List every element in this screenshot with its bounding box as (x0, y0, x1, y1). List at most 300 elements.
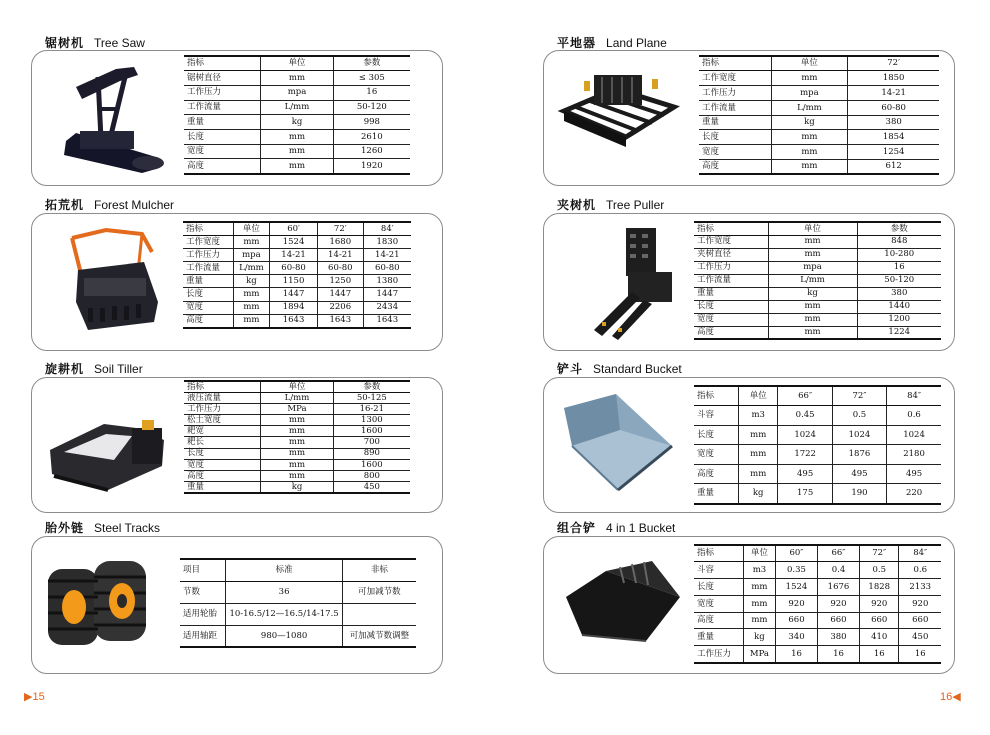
table-cell: mm (743, 612, 775, 629)
page-number-left-value: 15 (32, 691, 45, 703)
title-cn: 锯树机 (45, 36, 85, 50)
spec-table-forest-mulcher (183, 221, 411, 329)
table-cell: mm (261, 437, 333, 448)
table-header-cell: 项目 (180, 559, 226, 581)
table-cell: 16 (857, 261, 941, 274)
table-cell: 380 (857, 287, 941, 300)
spec-table-tree-puller (694, 221, 941, 340)
table-cell: mpa (261, 85, 333, 100)
table-cell: mm (743, 595, 775, 612)
table-cell: 宽度 (184, 459, 261, 470)
title-en: Soil Tiller (94, 362, 143, 376)
spec-table-soil-tiller (184, 380, 410, 494)
table-row (694, 261, 941, 274)
table-header-cell: 单位 (261, 381, 333, 392)
title-en: Forest Mulcher (94, 198, 175, 212)
table-cell: 920 (776, 595, 818, 612)
table-cell: 工作宽度 (694, 235, 768, 248)
table-header-cell: 参数 (333, 381, 410, 392)
table-header-cell: 66″ (778, 386, 832, 406)
table-cell: 长度 (699, 130, 771, 145)
table-cell: 重量 (184, 115, 261, 130)
table-row (183, 301, 411, 314)
table-row (694, 595, 941, 612)
table-cell: 工作宽度 (699, 71, 771, 86)
table-cell: 长度 (694, 425, 738, 445)
title-en: 4 in 1 Bucket (606, 521, 676, 535)
table-row (694, 235, 941, 248)
table-cell: 14-21 (270, 248, 318, 261)
section-title-standard-bucket (557, 360, 682, 377)
table-row (694, 562, 941, 579)
table-cell: 重量 (694, 629, 743, 646)
table-cell: 可加减节数调整 (342, 625, 416, 647)
table-row (180, 625, 416, 647)
table-cell: L/mm (233, 262, 269, 275)
table-cell: kg (261, 115, 333, 130)
table-header-cell: 标准 (226, 559, 342, 581)
table-row (184, 392, 410, 403)
table-cell: 0.6 (887, 406, 941, 426)
table-cell: kg (233, 275, 269, 288)
table-cell: mm (743, 579, 775, 596)
table-cell: 220 (887, 484, 941, 504)
table-row (184, 159, 410, 174)
table-cell: 宽度 (183, 301, 233, 314)
table-cell: 1722 (778, 445, 832, 465)
table-cell: 998 (333, 115, 410, 130)
table-header-cell: 指标 (694, 222, 768, 235)
table-cell: 1024 (832, 425, 886, 445)
table-row (184, 459, 410, 470)
table-cell: mm (261, 426, 333, 437)
table-cell: mm (738, 464, 778, 484)
table-cell: 700 (333, 437, 410, 448)
table-cell: 斗容 (694, 406, 738, 426)
land-plane-image (556, 67, 680, 159)
table-row (694, 326, 941, 339)
table-cell: 1894 (270, 301, 318, 314)
table-cell: 工作宽度 (183, 235, 233, 248)
title-cn: 旋耕机 (45, 362, 85, 376)
table-row (184, 115, 410, 130)
table-cell: L/mm (771, 100, 848, 115)
table-row (699, 145, 939, 160)
table-cell: mm (233, 314, 269, 327)
table-cell: 斗容 (694, 562, 743, 579)
table-row (694, 406, 941, 426)
title-en: Land Plane (606, 36, 667, 50)
table-row (180, 581, 416, 603)
table-cell: mm (768, 248, 857, 261)
page-number-right: 16◀ (940, 691, 961, 703)
table-cell: 适用轮胎 (180, 603, 226, 625)
4in1-bucket-image (562, 557, 686, 649)
table-cell: 长度 (694, 300, 768, 313)
table-cell: mm (233, 301, 269, 314)
section-title-forest-mulcher (45, 196, 174, 213)
table-cell: 1300 (333, 415, 410, 426)
table-row (694, 579, 941, 596)
table-cell: 920 (817, 595, 859, 612)
table-row (184, 471, 410, 482)
table-row (694, 646, 941, 663)
table-cell: mm (768, 235, 857, 248)
table-cell: 450 (899, 629, 941, 646)
table-row (184, 403, 410, 414)
table-cell: m3 (738, 406, 778, 426)
table-cell: 高度 (694, 612, 743, 629)
table-cell: 50-125 (333, 392, 410, 403)
table-cell: 2206 (318, 301, 364, 314)
table-cell: 450 (333, 482, 410, 493)
table-cell: 800 (333, 471, 410, 482)
table-cell: 宽度 (184, 144, 261, 159)
table-header-cell: 指标 (184, 381, 261, 392)
table-cell: L/mm (261, 392, 333, 403)
table-cell: 高度 (184, 471, 261, 482)
table-header-row (184, 56, 410, 71)
table-row (183, 288, 411, 301)
table-header-cell: 参数 (857, 222, 941, 235)
table-cell: 1920 (333, 159, 410, 174)
table-cell: 1876 (832, 445, 886, 465)
table-cell: 可加减节数 (342, 581, 416, 603)
table-cell: 工作压力 (694, 646, 743, 663)
table-cell: 1250 (318, 275, 364, 288)
table-row (184, 426, 410, 437)
title-cn: 胎外链 (45, 521, 85, 535)
table-cell: 50-120 (333, 100, 410, 115)
table-header-row (699, 56, 939, 71)
title-en: Tree Puller (606, 198, 665, 212)
table-cell: 工作压力 (699, 86, 771, 101)
table-header-cell: 指标 (699, 56, 771, 71)
table-row (184, 71, 410, 86)
table-cell: 工作流量 (699, 100, 771, 115)
table-cell: mm (771, 71, 848, 86)
table-cell: kg (771, 115, 848, 130)
table-cell: 1380 (363, 275, 411, 288)
table-cell: L/mm (768, 274, 857, 287)
title-cn: 拓荒机 (45, 198, 85, 212)
table-row (183, 314, 411, 327)
title-en: Steel Tracks (94, 521, 161, 535)
table-cell: 适用轴距 (180, 625, 226, 647)
table-header-cell: 72″ (832, 386, 886, 406)
table-row (184, 437, 410, 448)
table-row (184, 448, 410, 459)
table-cell: 920 (899, 595, 941, 612)
table-cell: kg (768, 287, 857, 300)
page-number-left: ▶15 (24, 691, 45, 703)
table-header-cell: 84″ (887, 386, 941, 406)
table-cell: 夹树直径 (694, 248, 768, 261)
table-cell: 16 (333, 85, 410, 100)
table-cell: mm (771, 145, 848, 160)
table-cell: 1447 (363, 288, 411, 301)
table-cell: 60-80 (270, 262, 318, 275)
table-row (699, 115, 939, 130)
table-cell: 重量 (694, 287, 768, 300)
table-cell: 1828 (859, 579, 899, 596)
table-cell: 612 (848, 160, 939, 175)
table-cell (342, 603, 416, 625)
table-cell: 60-80 (363, 262, 411, 275)
table-cell: 长度 (184, 129, 261, 144)
table-cell: 60-80 (848, 100, 939, 115)
spec-table-standard-bucket (694, 385, 941, 505)
table-cell: 10-16.5/12—16.5/14-17.5 (226, 603, 342, 625)
table-cell: 2610 (333, 129, 410, 144)
spec-table-steel-tracks (180, 558, 416, 648)
table-header-cell: 72′ (848, 56, 939, 71)
title-cn: 夹树机 (557, 198, 597, 212)
table-cell: 工作压力 (184, 403, 261, 414)
table-cell: 890 (333, 448, 410, 459)
table-cell: 50-120 (857, 274, 941, 287)
table-header-cell: 单位 (233, 222, 269, 235)
table-cell: 长度 (694, 579, 743, 596)
table-cell: 长度 (184, 448, 261, 459)
table-cell: 1643 (318, 314, 364, 327)
table-cell: 14-21 (318, 248, 364, 261)
standard-bucket-image (558, 390, 678, 498)
table-header-cell: 84′ (363, 222, 411, 235)
table-header-cell: 单位 (743, 545, 775, 562)
table-cell: 60-80 (318, 262, 364, 275)
table-cell: mm (261, 448, 333, 459)
table-cell: 1024 (887, 425, 941, 445)
table-cell: 14-21 (363, 248, 411, 261)
table-cell: 工作压力 (694, 261, 768, 274)
table-cell: 工作流量 (694, 274, 768, 287)
table-cell: 高度 (694, 326, 768, 339)
section-title-steel-tracks (45, 519, 160, 536)
table-row (694, 248, 941, 261)
table-cell: 1676 (817, 579, 859, 596)
table-cell: mm (768, 300, 857, 313)
title-en: Standard Bucket (593, 362, 682, 376)
table-header-row (183, 222, 411, 235)
table-cell: 380 (848, 115, 939, 130)
table-header-cell: 60′ (270, 222, 318, 235)
table-row (699, 160, 939, 175)
table-row (694, 274, 941, 287)
section-title-tree-puller (557, 196, 664, 213)
table-cell: 1224 (857, 326, 941, 339)
table-cell: 660 (899, 612, 941, 629)
table-cell: 380 (817, 629, 859, 646)
table-cell: 1643 (270, 314, 318, 327)
table-cell: 1447 (318, 288, 364, 301)
table-cell: mm (261, 471, 333, 482)
table-cell: 848 (857, 235, 941, 248)
table-cell: 1447 (270, 288, 318, 301)
table-cell: 1200 (857, 313, 941, 326)
table-row (694, 300, 941, 313)
table-cell: 高度 (699, 160, 771, 175)
table-cell: ≤ 305 (333, 71, 410, 86)
table-cell: 锯树直径 (184, 71, 261, 86)
table-cell: 工作压力 (184, 85, 261, 100)
steel-tracks-image (44, 555, 150, 651)
table-cell: 2434 (363, 301, 411, 314)
table-cell: 1440 (857, 300, 941, 313)
table-cell: mm (771, 130, 848, 145)
section-title-soil-tiller (45, 360, 143, 377)
table-header-cell: 参数 (333, 56, 410, 71)
table-cell: 175 (778, 484, 832, 504)
spec-table-land-plane (699, 55, 939, 175)
table-cell: m3 (743, 562, 775, 579)
table-cell: mm (738, 445, 778, 465)
section-title-4in1-bucket (557, 519, 675, 536)
table-cell: mm (233, 235, 269, 248)
table-cell: mm (261, 144, 333, 159)
table-header-cell: 单位 (768, 222, 857, 235)
table-row (184, 100, 410, 115)
table-cell: 高度 (694, 464, 738, 484)
table-header-cell: 单位 (738, 386, 778, 406)
table-row (694, 445, 941, 465)
forest-mulcher-image (58, 222, 168, 340)
table-cell: 高度 (184, 159, 261, 174)
table-cell: 重量 (184, 482, 261, 493)
table-row (183, 235, 411, 248)
table-cell: 耙宽 (184, 426, 261, 437)
table-cell: mm (261, 459, 333, 470)
spec-table-tree-saw (184, 55, 410, 175)
table-cell: 重量 (183, 275, 233, 288)
table-cell: 980—1080 (226, 625, 342, 647)
table-row (183, 275, 411, 288)
table-header-row (694, 222, 941, 235)
table-cell: 14-21 (848, 86, 939, 101)
table-row (699, 86, 939, 101)
table-cell: 工作流量 (184, 100, 261, 115)
table-row (184, 85, 410, 100)
table-cell: mm (738, 425, 778, 445)
table-cell: 0.35 (776, 562, 818, 579)
table-cell: MPa (743, 646, 775, 663)
table-cell: 1150 (270, 275, 318, 288)
table-row (183, 262, 411, 275)
table-header-cell: 单位 (771, 56, 848, 71)
table-cell: 耙长 (184, 437, 261, 448)
table-cell: 2133 (899, 579, 941, 596)
table-cell: 高度 (183, 314, 233, 327)
table-cell: 1680 (318, 235, 364, 248)
table-cell: 16 (859, 646, 899, 663)
table-header-cell: 非标 (342, 559, 416, 581)
table-cell: 重量 (694, 484, 738, 504)
table-row (694, 629, 941, 646)
table-cell: mm (261, 159, 333, 174)
table-header-cell: 72″ (859, 545, 899, 562)
table-cell: 660 (817, 612, 859, 629)
table-row (184, 415, 410, 426)
title-cn: 铲斗 (557, 362, 584, 376)
table-header-row (694, 386, 941, 406)
table-cell: 1524 (270, 235, 318, 248)
table-cell: 1600 (333, 459, 410, 470)
table-header-cell: 84″ (899, 545, 941, 562)
table-row (184, 482, 410, 493)
table-cell: 495 (832, 464, 886, 484)
table-cell: 宽度 (694, 445, 738, 465)
table-row (184, 144, 410, 159)
table-row (694, 464, 941, 484)
table-cell: 1260 (333, 144, 410, 159)
title-cn: 组合铲 (557, 521, 597, 535)
table-row (699, 100, 939, 115)
table-header-cell: 指标 (183, 222, 233, 235)
soil-tiller-image (44, 400, 174, 496)
table-cell: mpa (233, 248, 269, 261)
table-cell: kg (738, 484, 778, 504)
table-cell: 2180 (887, 445, 941, 465)
table-header-cell: 指标 (694, 386, 738, 406)
table-cell: 920 (859, 595, 899, 612)
table-row (699, 71, 939, 86)
table-cell: 液压流量 (184, 392, 261, 403)
table-cell: 190 (832, 484, 886, 504)
tree-puller-image (588, 224, 678, 340)
table-cell: 16 (899, 646, 941, 663)
tree-saw-image (56, 59, 166, 179)
table-row (184, 129, 410, 144)
table-cell: mm (261, 129, 333, 144)
table-cell: 16-21 (333, 403, 410, 414)
table-header-row (694, 545, 941, 562)
table-cell: 16 (776, 646, 818, 663)
title-cn: 平地器 (557, 36, 597, 50)
table-cell: 1524 (776, 579, 818, 596)
table-header-cell: 72′ (318, 222, 364, 235)
table-cell: 重量 (699, 115, 771, 130)
table-cell: L/mm (261, 100, 333, 115)
table-cell: 660 (859, 612, 899, 629)
table-cell: MPa (261, 403, 333, 414)
table-header-row (180, 559, 416, 581)
table-cell: mm (261, 71, 333, 86)
table-cell: 0.45 (778, 406, 832, 426)
table-cell: 1854 (848, 130, 939, 145)
table-cell: 宽度 (699, 145, 771, 160)
section-title-land-plane (557, 34, 667, 51)
table-row (694, 425, 941, 445)
table-cell: 节数 (180, 581, 226, 603)
page-number-right-value: 16 (940, 691, 953, 703)
table-cell: 1254 (848, 145, 939, 160)
table-cell: 工作流量 (183, 262, 233, 275)
table-cell: 660 (776, 612, 818, 629)
table-cell: 工作压力 (183, 248, 233, 261)
table-cell: 16 (817, 646, 859, 663)
table-cell: 宽度 (694, 313, 768, 326)
table-cell: mpa (768, 261, 857, 274)
table-header-row (184, 381, 410, 392)
table-row (699, 130, 939, 145)
table-cell: mm (771, 160, 848, 175)
table-cell: 410 (859, 629, 899, 646)
table-cell: 340 (776, 629, 818, 646)
table-cell: 1600 (333, 426, 410, 437)
table-row (694, 287, 941, 300)
table-header-cell: 60″ (776, 545, 818, 562)
table-cell: 0.5 (859, 562, 899, 579)
